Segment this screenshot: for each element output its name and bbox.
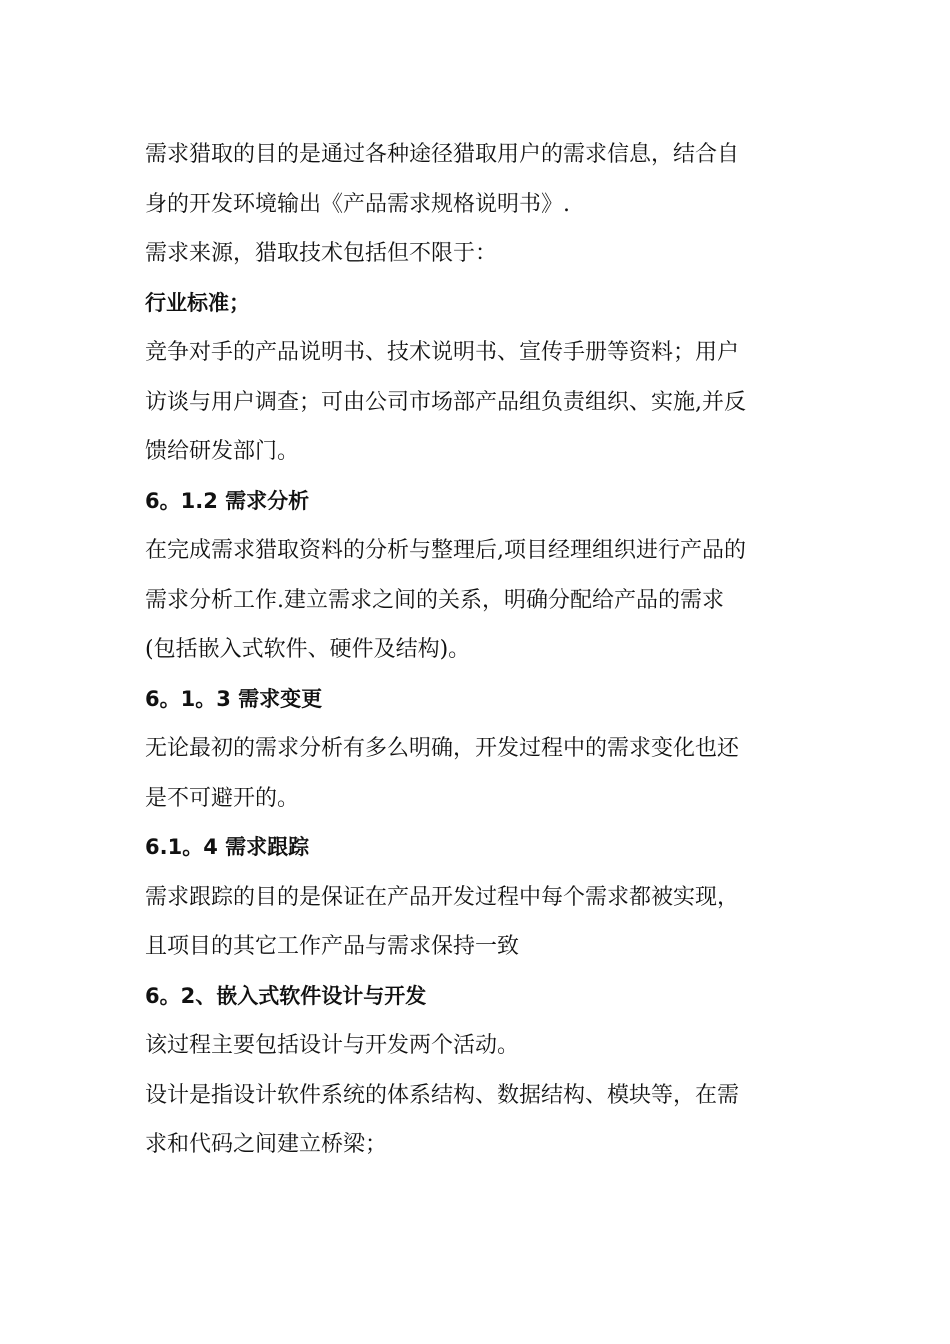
section-heading: 6。1。3 需求变更 [145, 686, 323, 711]
paragraph-requirement-analysis [145, 526, 810, 675]
text-line: 在完成需求猎取资料的分析与整理后,项目经理组织进行产品的 [145, 538, 746, 563]
text-line: 需求跟踪的目的是保证在产品开发过程中每个需求都被实现， [145, 884, 740, 910]
heading-industry-standards [145, 279, 810, 329]
paragraph-requirement-tracking [145, 873, 810, 972]
paragraph-requirement-elicitation-purpose [145, 130, 810, 229]
section-heading: 行业标准； [145, 290, 250, 315]
section-heading: 6。2、嵌入式软件设计与开发 [145, 983, 427, 1008]
heading-embedded-software-design [145, 972, 810, 1022]
text-line: 是不可避开的。 [145, 785, 300, 811]
section-heading: 6。1.2 需求分析 [145, 488, 310, 513]
text-line: 且项目的其它工作产品与需求保持一致 [145, 934, 520, 959]
heading-requirement-change [145, 675, 810, 725]
text-line: 需求猎取的目的是通过各种途径猎取用户的需求信息，结合自 [145, 142, 740, 167]
text-line: 需求分析工作.建立需求之间的关系，明确分配给产品的需求 [145, 587, 724, 613]
text-line: 求和代码之间建立桥梁； [145, 1132, 388, 1157]
text-line: 该过程主要包括设计与开发两个活动。 [145, 1033, 520, 1058]
text-line: 访谈与用户调查；可由公司市场部产品组负责组织、实施,并反 [145, 389, 746, 415]
text-line: 身的开发环境输出《产品需求规格说明书》. [145, 191, 570, 217]
text-line: 设计是指设计软件系统的体系结构、数据结构、模块等，在需 [145, 1082, 740, 1108]
text-line: (包括嵌入式软件、硬件及结构)。 [145, 637, 471, 662]
paragraph-competitor-materials [145, 328, 810, 477]
text-line: 竞争对手的产品说明书、技术说明书、宣传手册等资料；用户 [145, 340, 740, 365]
heading-requirement-analysis [145, 477, 810, 527]
paragraph-process-activities [145, 1021, 810, 1071]
paragraph-requirement-sources [145, 229, 810, 279]
text-line: 无论最初的需求分析有多么明确，开发过程中的需求变化也还 [145, 736, 740, 761]
paragraph-requirement-change [145, 724, 810, 823]
text-line: 馈给研发部门。 [145, 439, 300, 464]
text-line: 需求来源，猎取技术包括但不限于： [145, 241, 498, 266]
section-heading: 6.1。4 需求跟踪 [145, 835, 310, 859]
paragraph-design-definition [145, 1071, 810, 1170]
document-body [145, 130, 810, 1170]
heading-requirement-tracking [145, 823, 810, 873]
